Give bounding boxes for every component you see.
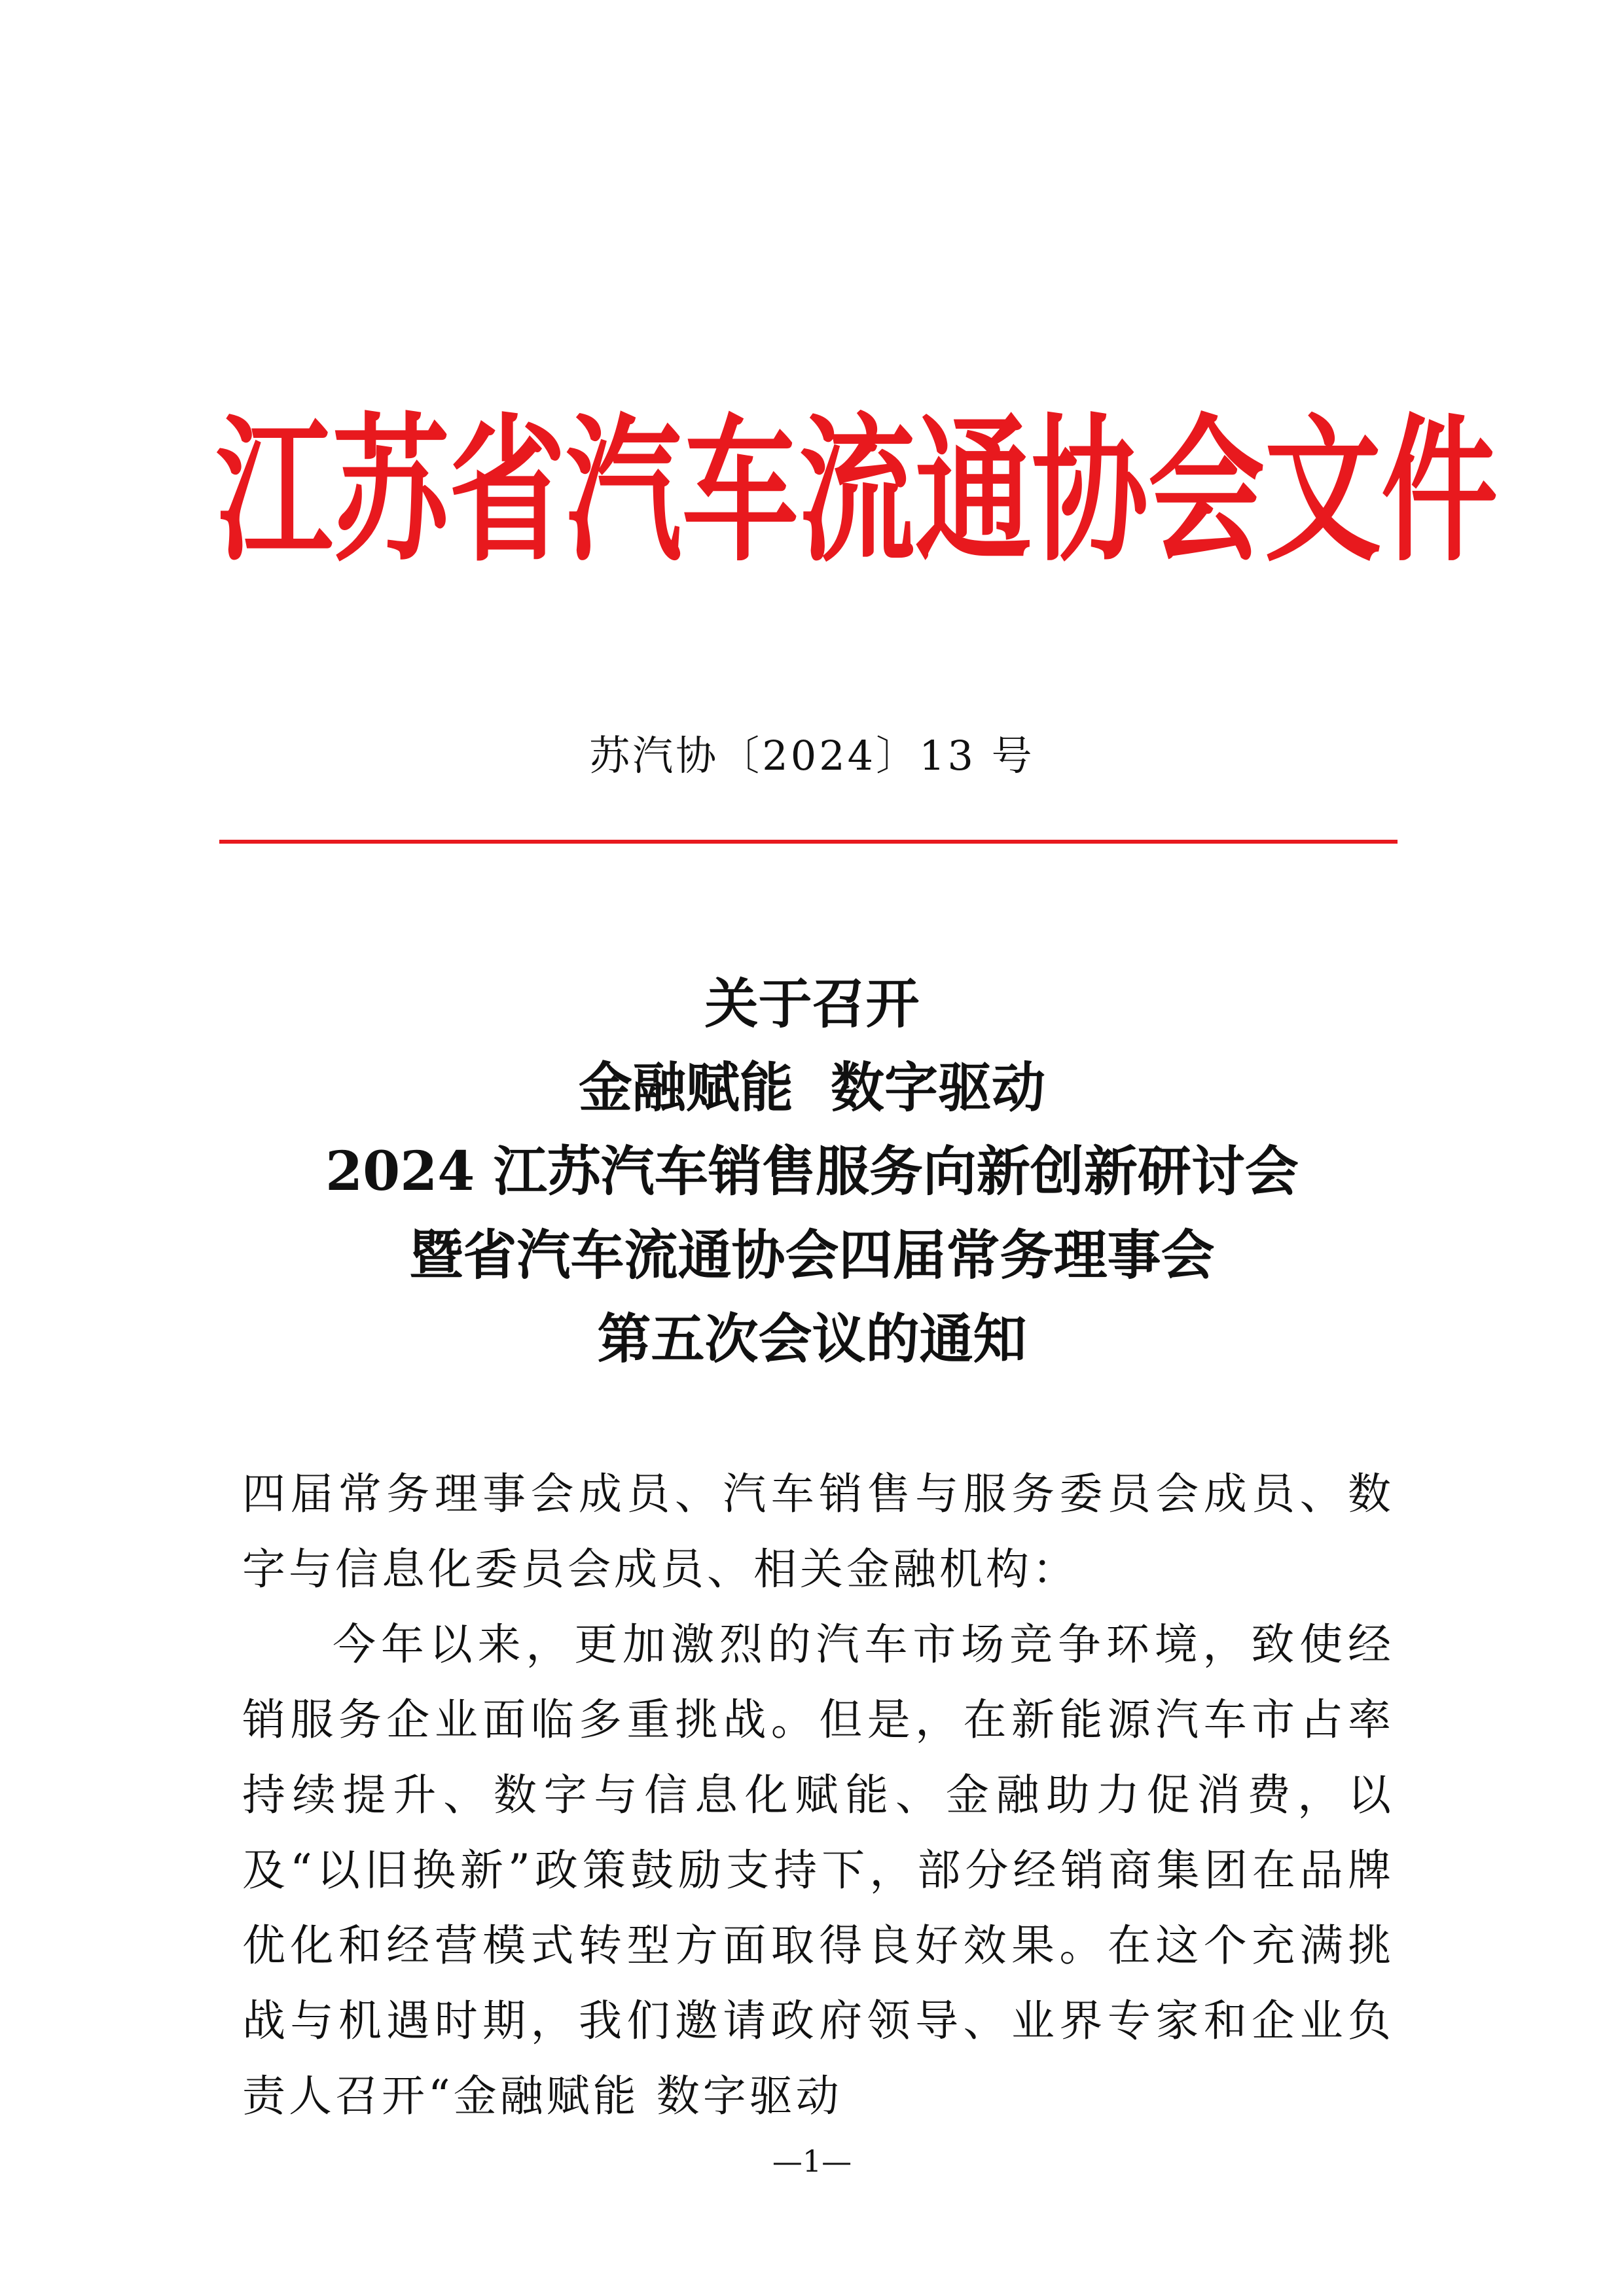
notice-title [0, 962, 1624, 1381]
document-masthead: 江苏省汽车流通协会文件 [216, 398, 1498, 583]
notice-title-line-3: 2024 江苏汽车销售服务向新创新研讨会 [325, 1140, 1299, 1203]
notice-title-line-1: 关于召开 [704, 973, 920, 1035]
salutation: 四届常务理事会成员、汽车销售与服务委员会成员、数字与信息化委员会成员、相关金融机构： [242, 1469, 1394, 1594]
notice-title-line-5: 第五次会议的通知 [597, 1308, 1027, 1371]
notice-title-line-2: 金融赋能 数字驱动 [578, 1056, 1046, 1119]
notice-title-line-4: 暨省汽车流通协会四届常务理事会 [409, 1224, 1215, 1287]
document-number: 苏汽协〔2024〕13 号 [589, 732, 1035, 780]
body-paragraph: 今年以来，更加激烈的汽车市场竞争环境，致使经销服务企业面临多重挑战。但是，在新能源汽车市占率持续提升、数字与信息化赋能、金融助力促消费，以及“以旧换新”政策鼓励支持下，部分经销商集团在品牌优化和经营模式转型方面取得良好效果。在这个充满挑战与机遇时期，我们邀请政府领导、业界专家和企业负责人召开“金融赋能 数字驱动 [242, 1619, 1394, 2121]
red-separator-line [219, 840, 1398, 844]
notice-body [242, 1456, 1394, 2134]
page-number: —1— [772, 2144, 852, 2179]
